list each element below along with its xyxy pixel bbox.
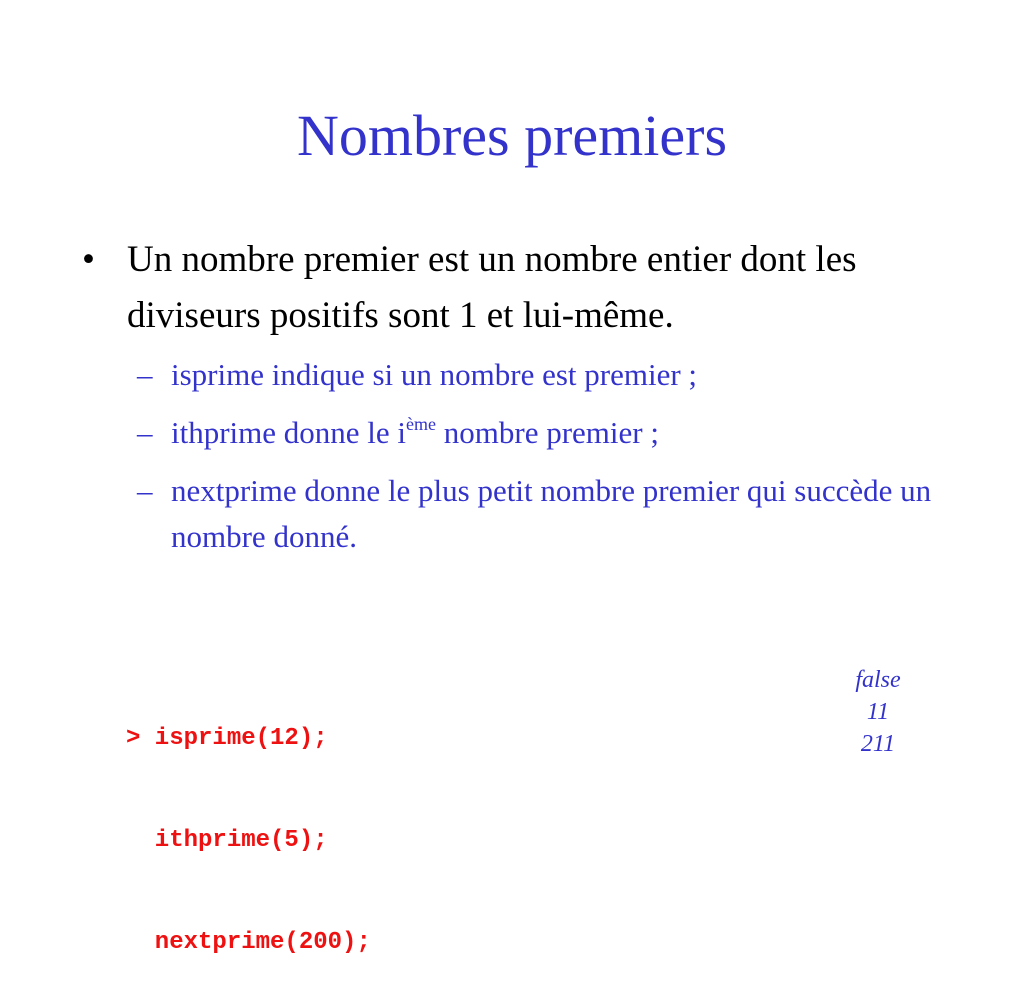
- maple-code-block: [126, 654, 371, 994]
- code-line-ithprime: ithprime(5);: [126, 827, 328, 854]
- sub-item-nextprime: [82, 468, 942, 560]
- dash-marker: –: [137, 473, 153, 508]
- slide-title: Nombres premiers: [296, 103, 728, 168]
- result-isprime: false: [855, 667, 901, 693]
- superscript-eme: ème: [406, 414, 437, 434]
- result-ithprime: 11: [866, 699, 890, 725]
- sub-item-isprime: [82, 352, 942, 398]
- sub-item-ithprime: [82, 410, 942, 456]
- bullet-marker: •: [82, 239, 95, 280]
- dash-marker: –: [137, 357, 153, 392]
- dash-marker: –: [137, 415, 153, 450]
- sub-item-text: nextprime donne le plus petit nombre premier qui succède un nombre donné.: [171, 473, 932, 554]
- code-line-nextprime: nextprime(200);: [126, 929, 371, 956]
- slide-body: [82, 232, 942, 572]
- sub-item-text: isprime indique si un nombre est premier ;: [171, 357, 698, 392]
- sub-item-text-after: nombre premier ;: [436, 415, 659, 450]
- result-nextprime: 211: [860, 731, 896, 757]
- sub-item-text-before: ithprime donne le i: [171, 415, 407, 450]
- results-column: [830, 664, 926, 760]
- code-line-isprime: > isprime(12);: [126, 725, 328, 752]
- main-bullet: [82, 232, 942, 344]
- sub-list: [82, 352, 942, 560]
- main-bullet-text: Un nombre premier est un nombre entier dont les diviseurs positifs sont 1 et lui-même.: [127, 239, 857, 336]
